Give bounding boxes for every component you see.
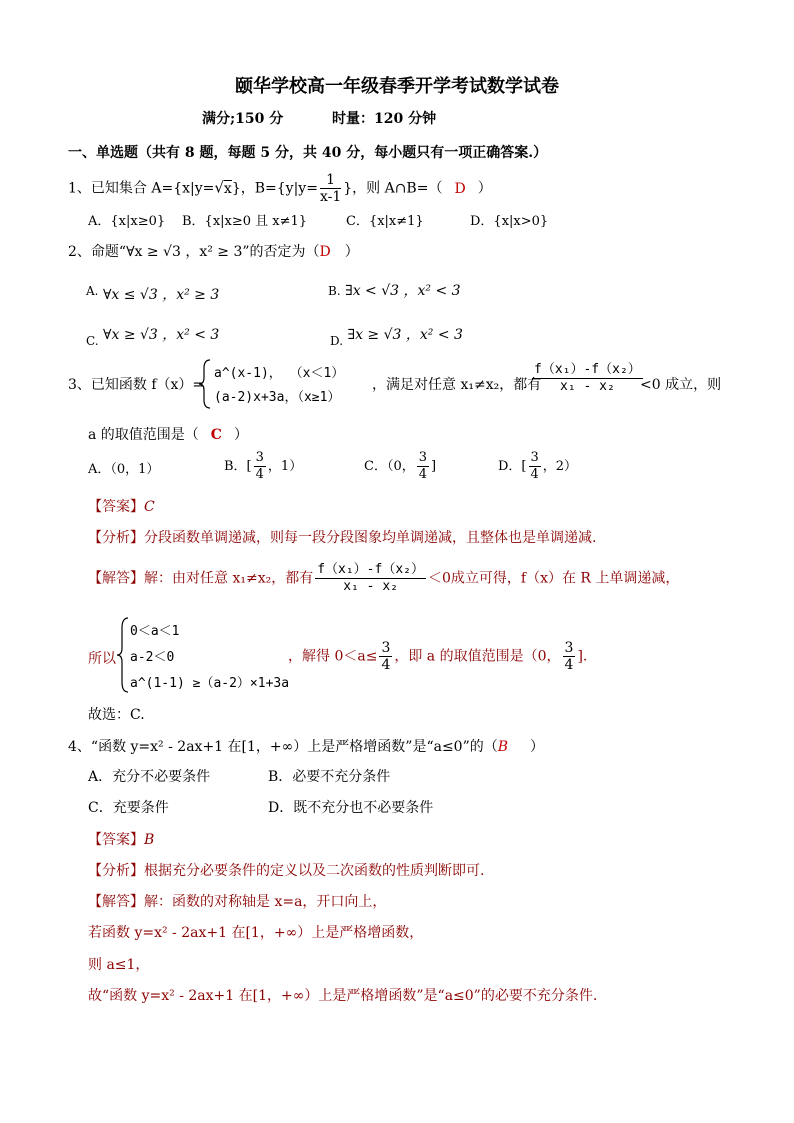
q3-range-text: a 的取值范围是（ (88, 427, 199, 443)
q3-sol-frac-num: f（x₁）-f（x₂） (317, 562, 424, 577)
q3-solve-num2: 3 (564, 640, 574, 656)
q3-pick: 故选：C. (88, 707, 145, 723)
q4-close: ） (530, 739, 545, 755)
q1-option-b: B．{x|x≥0 且 x≠1} (182, 214, 308, 229)
q1-prefix: 1、已知集合 A={x|y= (68, 180, 215, 197)
q3-opt-d-den: 4 (530, 467, 539, 482)
q2-answer: D (319, 244, 331, 260)
q1-option-a: A．{x|x≥0} (88, 214, 166, 229)
q2-opt-c-letter: C. (86, 334, 99, 348)
q3-solution-label: 【解答】 (88, 570, 144, 587)
question-1 (68, 172, 492, 205)
q2-opt-b-text: ∃x < √3 ，x² < 3 (345, 283, 461, 299)
q2-close: ） (344, 244, 359, 260)
q4-solution-l2: 若函数 y=x² - 2ax+1 在[1，+∞）上是严格增函数， (88, 925, 424, 941)
q3-analysis-line (88, 527, 596, 547)
q3-prefix: 3、已知函数 f（x）= (68, 377, 205, 393)
q2-option-a (86, 284, 219, 304)
q1-close: ） (477, 180, 492, 197)
q3-analysis-label: 【分析】 (88, 530, 144, 546)
time-limit: 时量：120 分钟 (332, 111, 437, 127)
q3-system-3: a^(1-1) ≥（a-2）×1+3a (130, 676, 290, 691)
page-title: 颐华学校高一年级春季开学考试数学试卷 (235, 76, 559, 97)
q3-solve-mid: ，即 a 的取值范围是（0， (394, 648, 561, 665)
q3-solve-post: ]. (577, 648, 588, 665)
q3-case-1: a^(x-1)， （x＜1） (214, 366, 345, 381)
q3-option-c (364, 450, 436, 483)
q3-close: ） (233, 427, 248, 443)
q1-mid: }，B={y|y= (231, 180, 318, 197)
q3-opt-c-num: 3 (418, 450, 427, 465)
q3-opt-b-den: 4 (255, 467, 264, 482)
q3-system-brace (116, 616, 130, 694)
q3-frac-block (532, 362, 643, 395)
q3-solution-line (88, 562, 679, 595)
q3-solve-den2: 4 (564, 657, 574, 673)
q3-case-2: (a-2)x+3a，（x≥1） (214, 390, 341, 405)
q3-system-2: a-2＜0 (130, 650, 175, 665)
full-score: 满分;150 分 (202, 111, 284, 127)
q4-option-d: D．既不充分也不必要条件 (268, 800, 434, 816)
q4-analysis-line (88, 860, 484, 880)
q3-opt-b-post: ，1） (267, 459, 303, 474)
q1-fraction (320, 172, 341, 205)
q1-frac-den: x-1 (319, 189, 342, 205)
q2-opt-a-letter: A. (86, 284, 99, 298)
q4-solution-l3: 则 a≤1， (88, 957, 150, 973)
q3-piecewise-brace (198, 358, 212, 410)
q4-ans-label: 【答案】 (88, 832, 144, 848)
q4-option-c: C．充要条件 (88, 800, 169, 816)
q2-option-c (86, 324, 219, 348)
q3-line2 (88, 424, 248, 444)
question-2 (68, 241, 359, 261)
q2-opt-d-letter: D. (330, 334, 344, 348)
q3-solution-post: ＜0成立可得，f（x）在 R 上单调递减， (428, 570, 680, 587)
q1-answer: D (454, 180, 466, 197)
q3-solve-line (288, 640, 587, 673)
q4-ans-val: B (144, 832, 155, 848)
q3-option-b (224, 450, 302, 483)
q3-opt-d-post: ，2） (542, 459, 578, 474)
q3-option-a: A．（0，1） (88, 462, 160, 477)
q4-option-a: A．充分不必要条件 (88, 769, 211, 785)
q4-analysis-text: 根据充分必要条件的定义以及二次函数的性质判断即可. (144, 863, 485, 879)
q2-prefix: 2、命题“∀x ≥ √3 ，x² ≥ 3”的否定为（ (68, 244, 320, 260)
q3-opt-b-pre: B．[ (224, 459, 252, 474)
q3-ans-val: C (144, 499, 155, 515)
q4-solution-text: 解：函数的对称轴是 x=a，开口向上， (144, 894, 387, 910)
q3-analysis-text: 分段函数单调递减，则每一段分段图象均单调递减，且整体也是单调递减. (144, 530, 597, 546)
q3-tail: <0 成立，则 (640, 377, 722, 393)
q3-answer: C (210, 427, 222, 443)
q1-option-c: C．{x|x≠1} (346, 214, 424, 229)
q3-option-d (498, 450, 577, 483)
q3-sol-frac-den: x₁ - x₂ (343, 579, 398, 594)
q1-sqrt-arg: x (223, 180, 232, 197)
q3-opt-d-num: 3 (530, 450, 539, 465)
question-4 (68, 736, 544, 756)
q3-opt-d-pre: D．[ (498, 459, 527, 474)
q2-option-d (330, 324, 463, 348)
q3-opt-c-den: 4 (418, 467, 427, 482)
section-heading: 一、单选题（共有 8 题，每题 5 分，共 40 分，每小题只有一项正确答案.） (68, 145, 548, 161)
q3-mid: ，满足对任意 x₁≠x₂，都有 (372, 377, 542, 393)
q3-fraction (530, 362, 645, 395)
q3-solve-pre: ，解得 0＜a≤ (288, 648, 378, 665)
q4-answer-line (88, 829, 154, 849)
q3-opt-c-pre: C．（0， (364, 459, 415, 474)
sqrt-symbol: √ (214, 178, 224, 197)
q3-ans-label: 【答案】 (88, 499, 144, 515)
q4-analysis-label: 【分析】 (88, 863, 144, 879)
q3-solve-den: 4 (381, 657, 391, 673)
q1-tail: }，则 A∩B=（ (343, 180, 443, 197)
q3-solution-pre: 解：由对任意 x₁≠x₂，都有 (144, 570, 314, 587)
q3-solve-num: 3 (381, 640, 391, 656)
q2-opt-c-text: ∀x ≥ √3 ，x² < 3 (103, 327, 220, 343)
q4-answer: B (497, 739, 509, 755)
q2-option-b (328, 280, 461, 300)
q3-so: 所以 (88, 651, 116, 667)
q2-opt-d-text: ∃x ≥ √3 ，x² < 3 (347, 327, 463, 343)
q3-opt-b-num: 3 (255, 450, 264, 465)
q2-opt-a-text: ∀x ≤ √3 ，x² ≥ 3 (102, 287, 220, 303)
q4-prefix: 4、“函数 y=x² - 2ax+1 在[1，+∞）上是严格增函数”是“a≤0”的（ (68, 739, 498, 755)
q4-solution-line (88, 891, 386, 911)
q1-option-d: D．{x|x>0} (470, 214, 549, 229)
q4-solution-l4: 故“函数 y=x² - 2ax+1 在[1，+∞）上是严格增函数”是“a≤0”的必要不充分条件. (88, 988, 598, 1004)
q3-opt-c-post: ] (431, 459, 437, 474)
q4-solution-label: 【解答】 (88, 894, 144, 910)
q4-option-b: B．必要不充分条件 (268, 769, 391, 785)
q3-frac-den: x₁ - x₂ (560, 379, 615, 394)
q3-system-1: 0＜a＜1 (130, 624, 180, 639)
q3-frac-num: f（x₁）-f（x₂） (534, 362, 641, 377)
q3-answer-line (88, 496, 155, 516)
q1-frac-num: 1 (320, 172, 341, 189)
q2-opt-b-letter: B. (328, 284, 341, 298)
